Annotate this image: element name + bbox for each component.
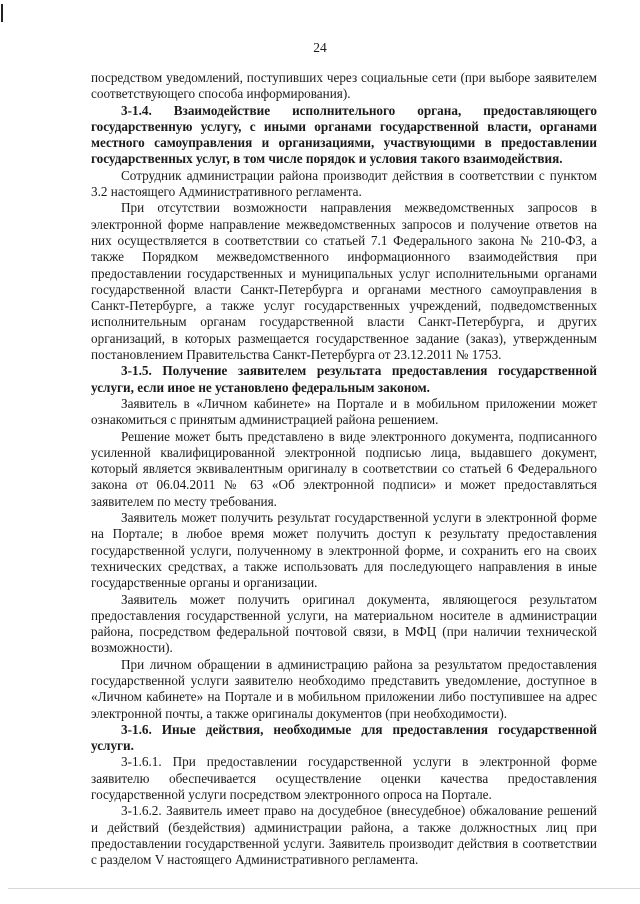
paragraph: Заявитель в «Личном кабинете» на Портале и в мобильном приложении может ознакомиться с принятым администрацией района решением. [91,395,597,428]
paragraph: При личном обращении в администрацию района за результатом предоставления государственной услуги заявителю необходимо представить уведомление, доступное в «Личном кабинете» на Портале и в мобильном приложении либо поступившее на адрес электронной почты, а также оригиналы документов (при необходимости). [91,656,597,721]
page-number: 24 [313,40,327,55]
document-body [91,70,597,869]
scan-bottom-line [8,888,640,889]
paragraph: 3-1.6.2. Заявитель имеет право на досудебное (внесудебное) обжалование решений и действий (бездействия) администрации района, а также должностных лиц при предоставлении государственной услуги. Заявитель производит действия в соответствии с разделом V настоящего Административного регламента. [91,803,597,868]
paragraph: При отсутствии возможности направления межведомственных запросов в электронной форме направление межведомственных запросов и получение ответов на них осуществляется в соответствии со статьей 7.1 Федерального закона № 210-ФЗ, а также Порядком межведомственного информационного взаимодействия при предоставлении государственных и муниципальных услуг исполнительными органами государственной власти Санкт-Петербурга и органами местного самоуправления в Санкт-Петербурге, а также услуг государственных учреждений, подведомственных исполнительным органам государственной власти Санкт-Петербурга, и других организаций, в которых размещается государственное задание (заказ), утвержденным постановлением Правительства Санкт-Петербурга от 23.12.2011 № 1753. [91,200,597,363]
section-heading-3-1-5: 3-1.5. Получение заявителем результата предоставления государственной услуги, если иное не установлено федеральным законом. [91,363,597,395]
paragraph: 3-1.6.1. При предоставлении государственной услуги в электронной форме заявителю обеспечивается осуществление оценки качества предоставления государственной услуги посредством электронного опроса на Портале. [91,754,597,803]
paragraph-intro: посредством уведомлений, поступивших через социальные сети (при выборе заявителем соответствующего способа информирования). [91,70,597,102]
paragraph: Сотрудник администрации района производит действия в соответствии с пунктом 3.2 настоящего Административного регламента. [91,167,597,200]
paragraph: Заявитель может получить результат государственной услуги в электронной форме на Портале; в любое время может получить доступ к результату предоставления государственной услуги, полученному в электронной форме, и сохранить его на своих технических средствах, а также использовать для последующего направления в иные государственные органы и организации. [91,510,597,591]
section-heading-3-1-6: 3-1.6. Иные действия, необходимые для предоставления государственной услуги. [91,721,597,754]
paragraph: Решение может быть представлено в виде электронного документа, подписанного усиленной квалифицированной электронной подписью лица, выдавшего документ, который является эквивалентным оригиналу в соответствии со статьей 6 Федерального закона от 06.04.2011 № 63 «Об электронной подписи» и может предоставляться заявителем по месту требования. [91,428,597,509]
paragraph: Заявитель может получить оригинал документа, являющегося результатом предоставления государственной услуги, на материальном носителе в администрации района, посредством федеральной почтовой связи, в МФЦ (при наличии технической возможности). [91,591,597,656]
section-heading-3-1-4: 3-1.4. Взаимодействие исполнительного органа, предоставляющего государственную услугу, с иными органами государственной власти, органами местного самоуправления и организациями, участвующими в предоставлении государственных услуг, в том числе порядок и условия такого взаимодействия. [91,102,597,167]
scan-edge-mark [1,4,3,22]
